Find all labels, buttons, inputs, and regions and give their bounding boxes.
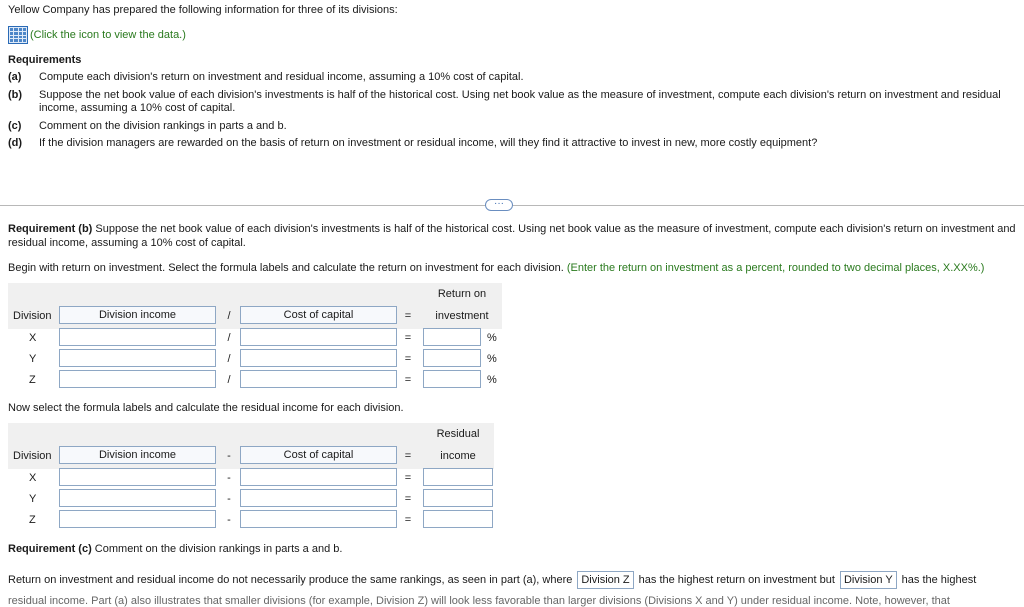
requirement-c-text: Comment on the division rankings in parts a and b. bbox=[91, 543, 343, 555]
roi-x-equals: = bbox=[404, 332, 412, 344]
requirement-label: (c) bbox=[8, 120, 22, 132]
roi-instruction-text: Begin with return on investment. Select the formula labels and calculate the return on investment for each division. bbox=[8, 262, 567, 274]
ri-x-result-input[interactable] bbox=[423, 468, 493, 486]
requirement-b-text: Suppose the net book value of each division's investments is half of the historical cost. Using net book value as the measure of investment, compute each division's return on investment and residual income, assuming a 10% cost of capital. bbox=[8, 223, 1016, 249]
requirement-c bbox=[8, 120, 1008, 133]
ri-y-operator: - bbox=[227, 493, 231, 505]
requirement-c-answer bbox=[8, 571, 976, 589]
roi-z-operator: / bbox=[227, 374, 231, 386]
intro-text: Yellow Company has prepared the following information for three of its divisions: bbox=[8, 4, 398, 16]
roi-x-result-input[interactable] bbox=[423, 328, 481, 346]
ri-row-label-y: Y bbox=[29, 493, 37, 505]
ri-right-label-select[interactable]: Cost of capital bbox=[240, 446, 397, 464]
roi-row-label-x: X bbox=[29, 332, 37, 344]
answer-text-1: Return on investment and residual income do not necessarily produce the same rankings, as seen in part (a), where bbox=[8, 574, 573, 586]
requirement-text: Comment on the division rankings in parts a and b. bbox=[39, 120, 287, 132]
ri-division-header: Division bbox=[13, 450, 52, 462]
roi-x-income-input[interactable] bbox=[59, 328, 216, 346]
answer-text-2: has the highest return on investment but bbox=[638, 574, 835, 586]
ri-left-label-select[interactable]: Division income bbox=[59, 446, 216, 464]
ri-z-operator: - bbox=[227, 514, 231, 526]
roi-row-label-y: Y bbox=[29, 353, 37, 365]
ri-operator: - bbox=[227, 450, 231, 462]
roi-result-header-2: investment bbox=[435, 310, 489, 322]
data-link[interactable] bbox=[8, 26, 186, 44]
requirements-title: Requirements bbox=[8, 54, 82, 66]
ri-y-equals: = bbox=[404, 493, 412, 505]
roi-instructions bbox=[8, 262, 984, 274]
division-select-1[interactable]: Division Z bbox=[577, 571, 633, 589]
requirement-b-prompt bbox=[8, 222, 1020, 250]
requirement-label: (d) bbox=[8, 137, 23, 149]
ri-x-capital-input[interactable] bbox=[240, 468, 397, 486]
ri-x-operator: - bbox=[227, 472, 231, 484]
ri-x-income-input[interactable] bbox=[59, 468, 216, 486]
requirement-d bbox=[8, 137, 1008, 150]
roi-z-percent: % bbox=[487, 374, 497, 386]
division-select-2[interactable]: Division Y bbox=[840, 571, 897, 589]
ri-row-label-x: X bbox=[29, 472, 37, 484]
roi-y-capital-input[interactable] bbox=[240, 349, 397, 367]
expand-button[interactable]: ··· bbox=[485, 199, 513, 211]
roi-z-equals: = bbox=[404, 374, 412, 386]
ri-y-capital-input[interactable] bbox=[240, 489, 397, 507]
roi-y-income-input[interactable] bbox=[59, 349, 216, 367]
ri-x-equals: = bbox=[404, 472, 412, 484]
requirement-a bbox=[8, 71, 1008, 84]
roi-right-label-select[interactable]: Cost of capital bbox=[240, 306, 397, 324]
roi-row-label-z: Z bbox=[29, 374, 36, 386]
requirement-b bbox=[8, 89, 1008, 115]
data-link-text[interactable]: (Click the icon to view the data.) bbox=[30, 29, 186, 41]
ri-equals: = bbox=[404, 450, 412, 462]
ri-result-header-2: income bbox=[440, 450, 476, 462]
roi-equals: = bbox=[404, 310, 412, 322]
ri-row-label-z: Z bbox=[29, 514, 36, 526]
requirement-b-heading: Requirement (b) bbox=[8, 223, 93, 235]
ri-y-income-input[interactable] bbox=[59, 489, 216, 507]
roi-operator: / bbox=[227, 310, 231, 322]
roi-z-result-input[interactable] bbox=[423, 370, 481, 388]
ri-z-income-input[interactable] bbox=[59, 510, 216, 528]
table-icon[interactable] bbox=[8, 26, 28, 44]
ri-y-result-input[interactable] bbox=[423, 489, 493, 507]
requirement-label: (a) bbox=[8, 71, 22, 83]
roi-y-operator: / bbox=[227, 353, 231, 365]
requirement-text: If the division managers are rewarded on the basis of return on investment or residual income, will they find it attractive to invest in new, more costly equipment? bbox=[39, 137, 818, 149]
ri-instructions: Now select the formula labels and calculate the residual income for each division. bbox=[8, 402, 404, 414]
roi-y-result-input[interactable] bbox=[423, 349, 481, 367]
ri-result-header-1: Residual bbox=[436, 428, 480, 440]
roi-x-percent: % bbox=[487, 332, 497, 344]
ri-z-equals: = bbox=[404, 514, 412, 526]
roi-result-header-1: Return on bbox=[437, 288, 487, 300]
requirement-c-prompt bbox=[8, 543, 342, 555]
answer-text-3: has the highest bbox=[901, 574, 977, 586]
roi-z-capital-input[interactable] bbox=[240, 370, 397, 388]
roi-hint: (Enter the return on investment as a percent, rounded to two decimal places, X.XX%.) bbox=[566, 262, 985, 274]
roi-x-capital-input[interactable] bbox=[240, 328, 397, 346]
roi-y-percent: % bbox=[487, 353, 497, 365]
requirement-label: (b) bbox=[8, 89, 23, 101]
roi-x-operator: / bbox=[227, 332, 231, 344]
ri-z-result-input[interactable] bbox=[423, 510, 493, 528]
roi-z-income-input[interactable] bbox=[59, 370, 216, 388]
roi-left-label-select[interactable]: Division income bbox=[59, 306, 216, 324]
requirement-text: Compute each division's return on investment and residual income, assuming a 10% cost of capital. bbox=[39, 71, 524, 83]
cutoff-text: residual income. Part (a) also illustrates that smaller divisions (for example, Division Z) will look less favorable than larger divisions (Divisions X and Y) under residual income. Note, however, that bbox=[8, 595, 950, 607]
requirement-c-heading: Requirement (c) bbox=[8, 543, 92, 555]
requirement-text: Suppose the net book value of each division's investments is half of the historical cost. Using net book value as the measure of investment, compute each division's return on investment and residual income, assuming a 10% cost of capital. bbox=[39, 89, 1001, 114]
roi-y-equals: = bbox=[404, 353, 412, 365]
ri-z-capital-input[interactable] bbox=[240, 510, 397, 528]
roi-division-header: Division bbox=[13, 310, 52, 322]
